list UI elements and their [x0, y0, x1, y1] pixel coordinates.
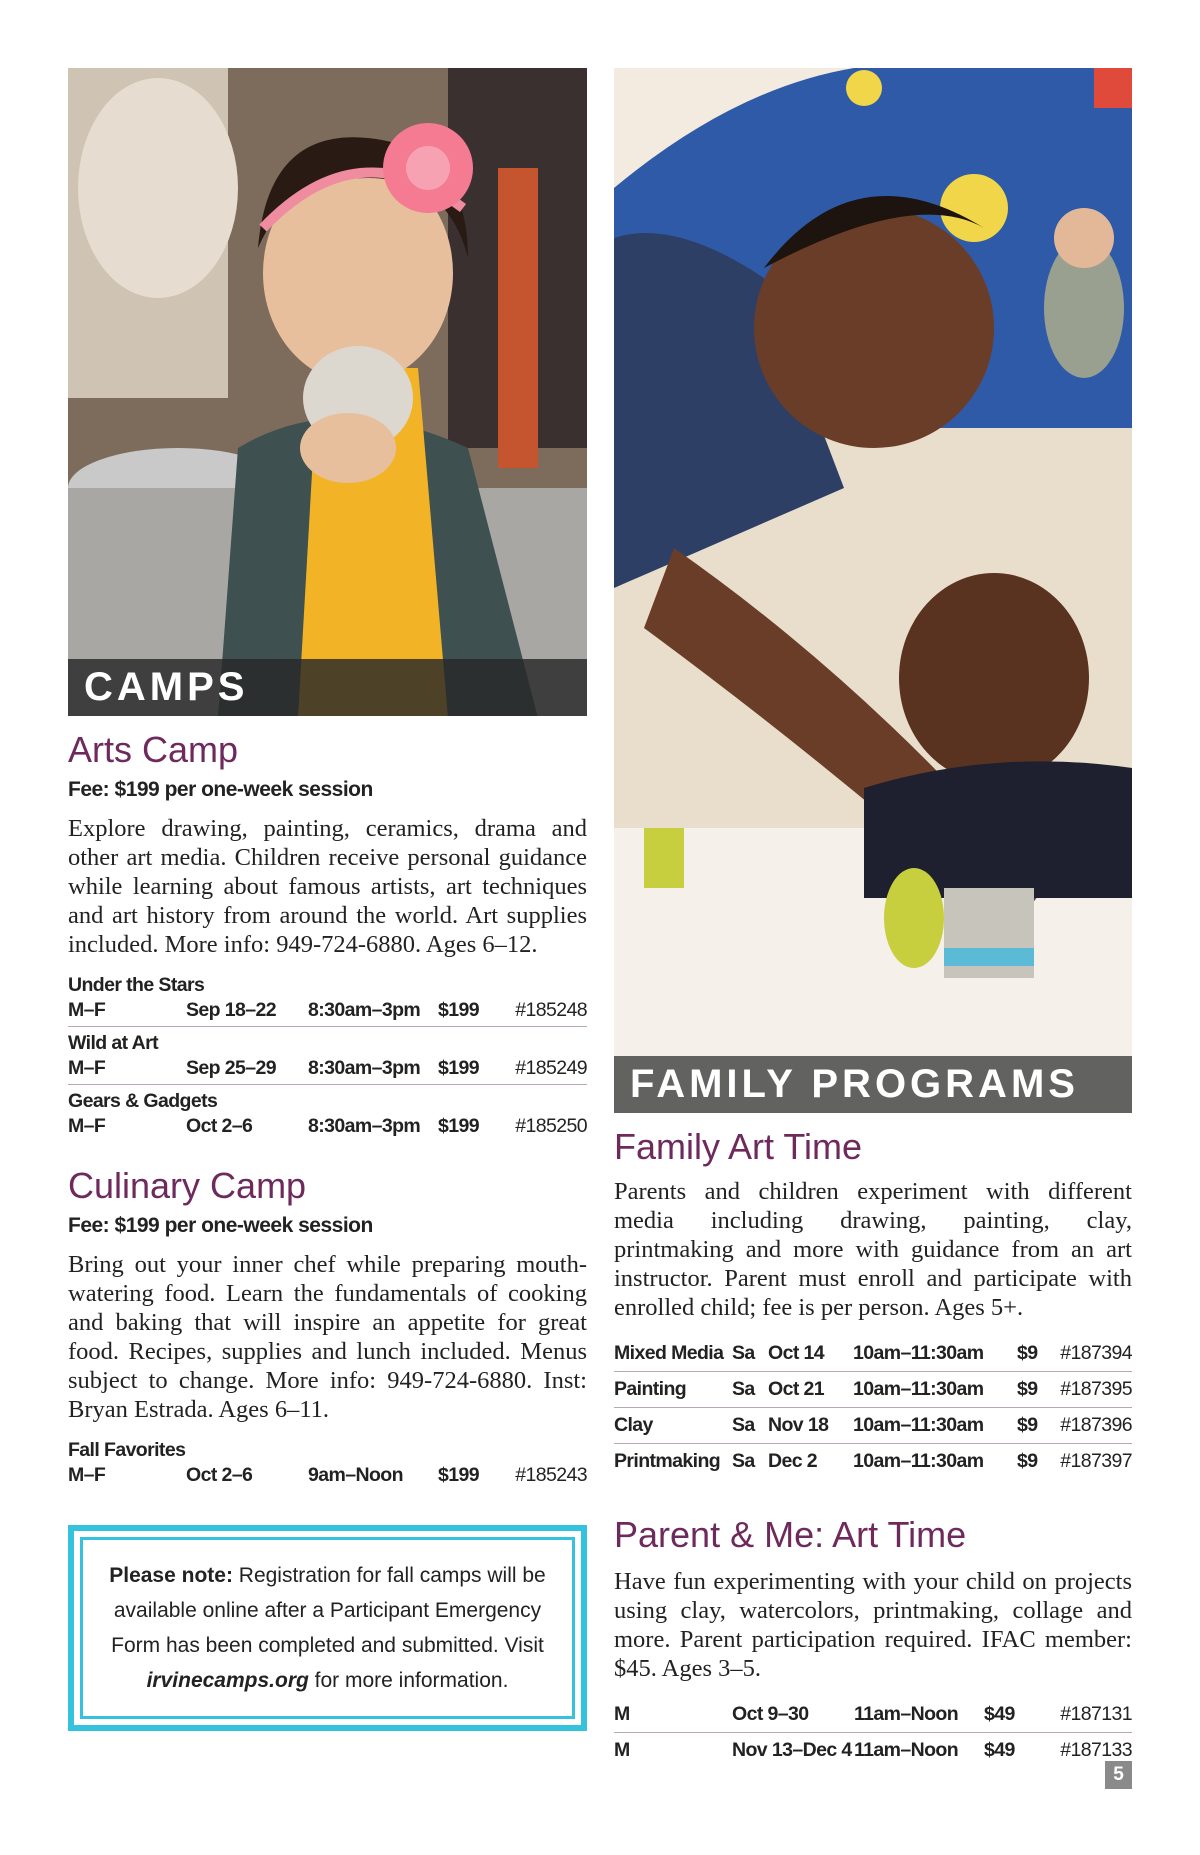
row-day: Sa [732, 1408, 768, 1444]
row-time: 10am–11:30am [853, 1336, 1017, 1372]
session-name: Fall Favorites [68, 1439, 186, 1461]
family-art-time-section [614, 1125, 1132, 1479]
row-fee: $9 [1017, 1372, 1057, 1408]
session-dates: Oct 2–6 [186, 1464, 253, 1486]
session-fee: $199 [438, 1115, 479, 1137]
session-days: M–F [68, 1115, 106, 1137]
row-date: Dec 2 [768, 1450, 818, 1472]
row-time: 11am–Noon [854, 1739, 959, 1761]
session-fee: $199 [438, 1057, 479, 1079]
row-fee: $9 [1017, 1408, 1057, 1444]
row-date: Nov 18 [768, 1408, 853, 1444]
arts-camp-section [68, 728, 587, 1140]
session-time: 9am–Noon [308, 1464, 403, 1486]
session-time: 8:30am–3pm [308, 1057, 421, 1079]
row-name: Mixed Media [614, 1336, 732, 1372]
table-row [614, 1697, 1132, 1733]
row-code: #187394 [1057, 1336, 1132, 1372]
row-fee: $49 [984, 1697, 1044, 1733]
row-code: #187397 [1060, 1450, 1132, 1472]
session-days: M–F [68, 1057, 106, 1079]
family-programs-banner: FAMILY PROGRAMS [614, 1056, 1132, 1113]
row-name: Clay [614, 1408, 732, 1444]
parent-and-me-section [614, 1513, 1132, 1768]
session-fee: $199 [438, 999, 479, 1021]
session-dates: Sep 18–22 [186, 999, 277, 1021]
arts-camp-fee: Fee: $199 per one-week session [68, 778, 373, 801]
arts-camp-description: Explore drawing, painting, ceramics, drama and other art media. Children receive personal guidance while learning about famous artists, art techniques and art history from around the world. Art supplies included. More info: 949-724-6880. Ages 6–12. [68, 815, 587, 958]
registration-note-text [80, 1537, 575, 1719]
session-time: 8:30am–3pm [308, 999, 421, 1021]
session-under-the-stars [68, 973, 587, 1027]
session-time: 8:30am–3pm [308, 1115, 421, 1137]
arts-camp-title: Arts Camp [68, 729, 239, 770]
session-name: Wild at Art [68, 1032, 158, 1054]
note-text-1: Registration for fall camps will be available online after a Participant Emergency Form has been completed and submitted. Visit [111, 1564, 546, 1657]
row-fee: $9 [1017, 1450, 1038, 1472]
culinary-camp-fee: Fee: $199 per one-week session [68, 1214, 373, 1237]
note-text-2: for more information. [308, 1669, 509, 1692]
session-fall-favorites [68, 1438, 587, 1489]
family-programs-column [614, 68, 1132, 1768]
note-label: Please note: [109, 1564, 233, 1587]
session-name: Gears & Gadgets [68, 1090, 218, 1112]
row-date: Oct 14 [768, 1336, 853, 1372]
session-code: #185249 [515, 1057, 587, 1079]
row-code: #187396 [1057, 1408, 1132, 1444]
camps-column [68, 68, 587, 1731]
family-photo [614, 68, 1132, 1113]
girl-with-clay-image [68, 68, 587, 716]
session-fee: $199 [438, 1464, 479, 1486]
session-code: #185250 [515, 1115, 587, 1137]
session-dates: Sep 25–29 [186, 1057, 277, 1079]
row-day: Sa [732, 1336, 768, 1372]
row-dates: Oct 9–30 [732, 1697, 854, 1733]
parent-and-me-description: Have fun experimenting with your child on projects using clay, watercolors, printmaking, collage and more. Parent participation required. IFAC member: $45. Ages 3–5. [614, 1568, 1132, 1682]
session-days: M–F [68, 999, 106, 1021]
culinary-camp-title: Culinary Camp [68, 1165, 307, 1206]
table-row [614, 1336, 1132, 1372]
row-day: M [614, 1697, 732, 1733]
parent-and-me-title: Parent & Me: Art Time [614, 1514, 967, 1555]
table-row [614, 1408, 1132, 1444]
family-art-time-description: Parents and children experiment with different media including drawing, painting, clay, printmaking and more with guidance from an art instructor. Parent must enroll and participate with enrolled child; fee is per person. Ages 5+. [614, 1178, 1132, 1321]
family-art-time-title: Family Art Time [614, 1126, 863, 1167]
family-art-time-schedule [614, 1336, 1132, 1479]
row-time: 11am–Noon [854, 1697, 984, 1733]
session-days: M–F [68, 1464, 106, 1486]
table-row [614, 1372, 1132, 1408]
row-time: 10am–11:30am [853, 1450, 984, 1472]
parent-and-me-schedule [614, 1697, 1132, 1768]
row-name: Printmaking [614, 1450, 721, 1472]
session-wild-at-art [68, 1031, 587, 1085]
row-code: #187133 [1060, 1739, 1132, 1761]
row-fee: $9 [1017, 1336, 1057, 1372]
row-code: #187395 [1057, 1372, 1132, 1408]
row-code: #187131 [1044, 1697, 1132, 1733]
row-name: Painting [614, 1372, 732, 1408]
session-code: #185243 [515, 1464, 587, 1486]
session-code: #185248 [515, 999, 587, 1021]
row-time: 10am–11:30am [853, 1372, 1017, 1408]
row-dates: Nov 13–Dec 4 [732, 1739, 852, 1761]
row-date: Oct 21 [768, 1372, 853, 1408]
row-day: Sa [732, 1372, 768, 1408]
father-and-son-art-image [614, 68, 1132, 1113]
table-row [614, 1733, 1132, 1769]
session-dates: Oct 2–6 [186, 1115, 253, 1137]
camps-photo [68, 68, 587, 716]
table-row [614, 1444, 1132, 1480]
session-name: Under the Stars [68, 974, 205, 996]
session-gears-and-gadgets [68, 1089, 587, 1140]
culinary-camp-description: Bring out your inner chef while preparing mouth-watering food. Learn the fundamentals of cooking and baking that will inspire an appetite for great food. Recipes, supplies and lunch included. Menus subject to change. More info: 949-724-6880. Inst: Bryan Estrada. Ages 6–11. [68, 1251, 587, 1423]
row-day: M [614, 1739, 630, 1761]
row-fee: $49 [984, 1739, 1015, 1761]
camps-banner: CAMPS [68, 659, 587, 716]
page-number: 5 [1105, 1761, 1132, 1789]
row-time: 10am–11:30am [853, 1408, 1017, 1444]
culinary-camp-section [68, 1164, 587, 1489]
row-day: Sa [732, 1450, 755, 1472]
irvinecamps-link[interactable]: irvinecamps.org [146, 1669, 309, 1692]
registration-note-box [68, 1525, 587, 1731]
